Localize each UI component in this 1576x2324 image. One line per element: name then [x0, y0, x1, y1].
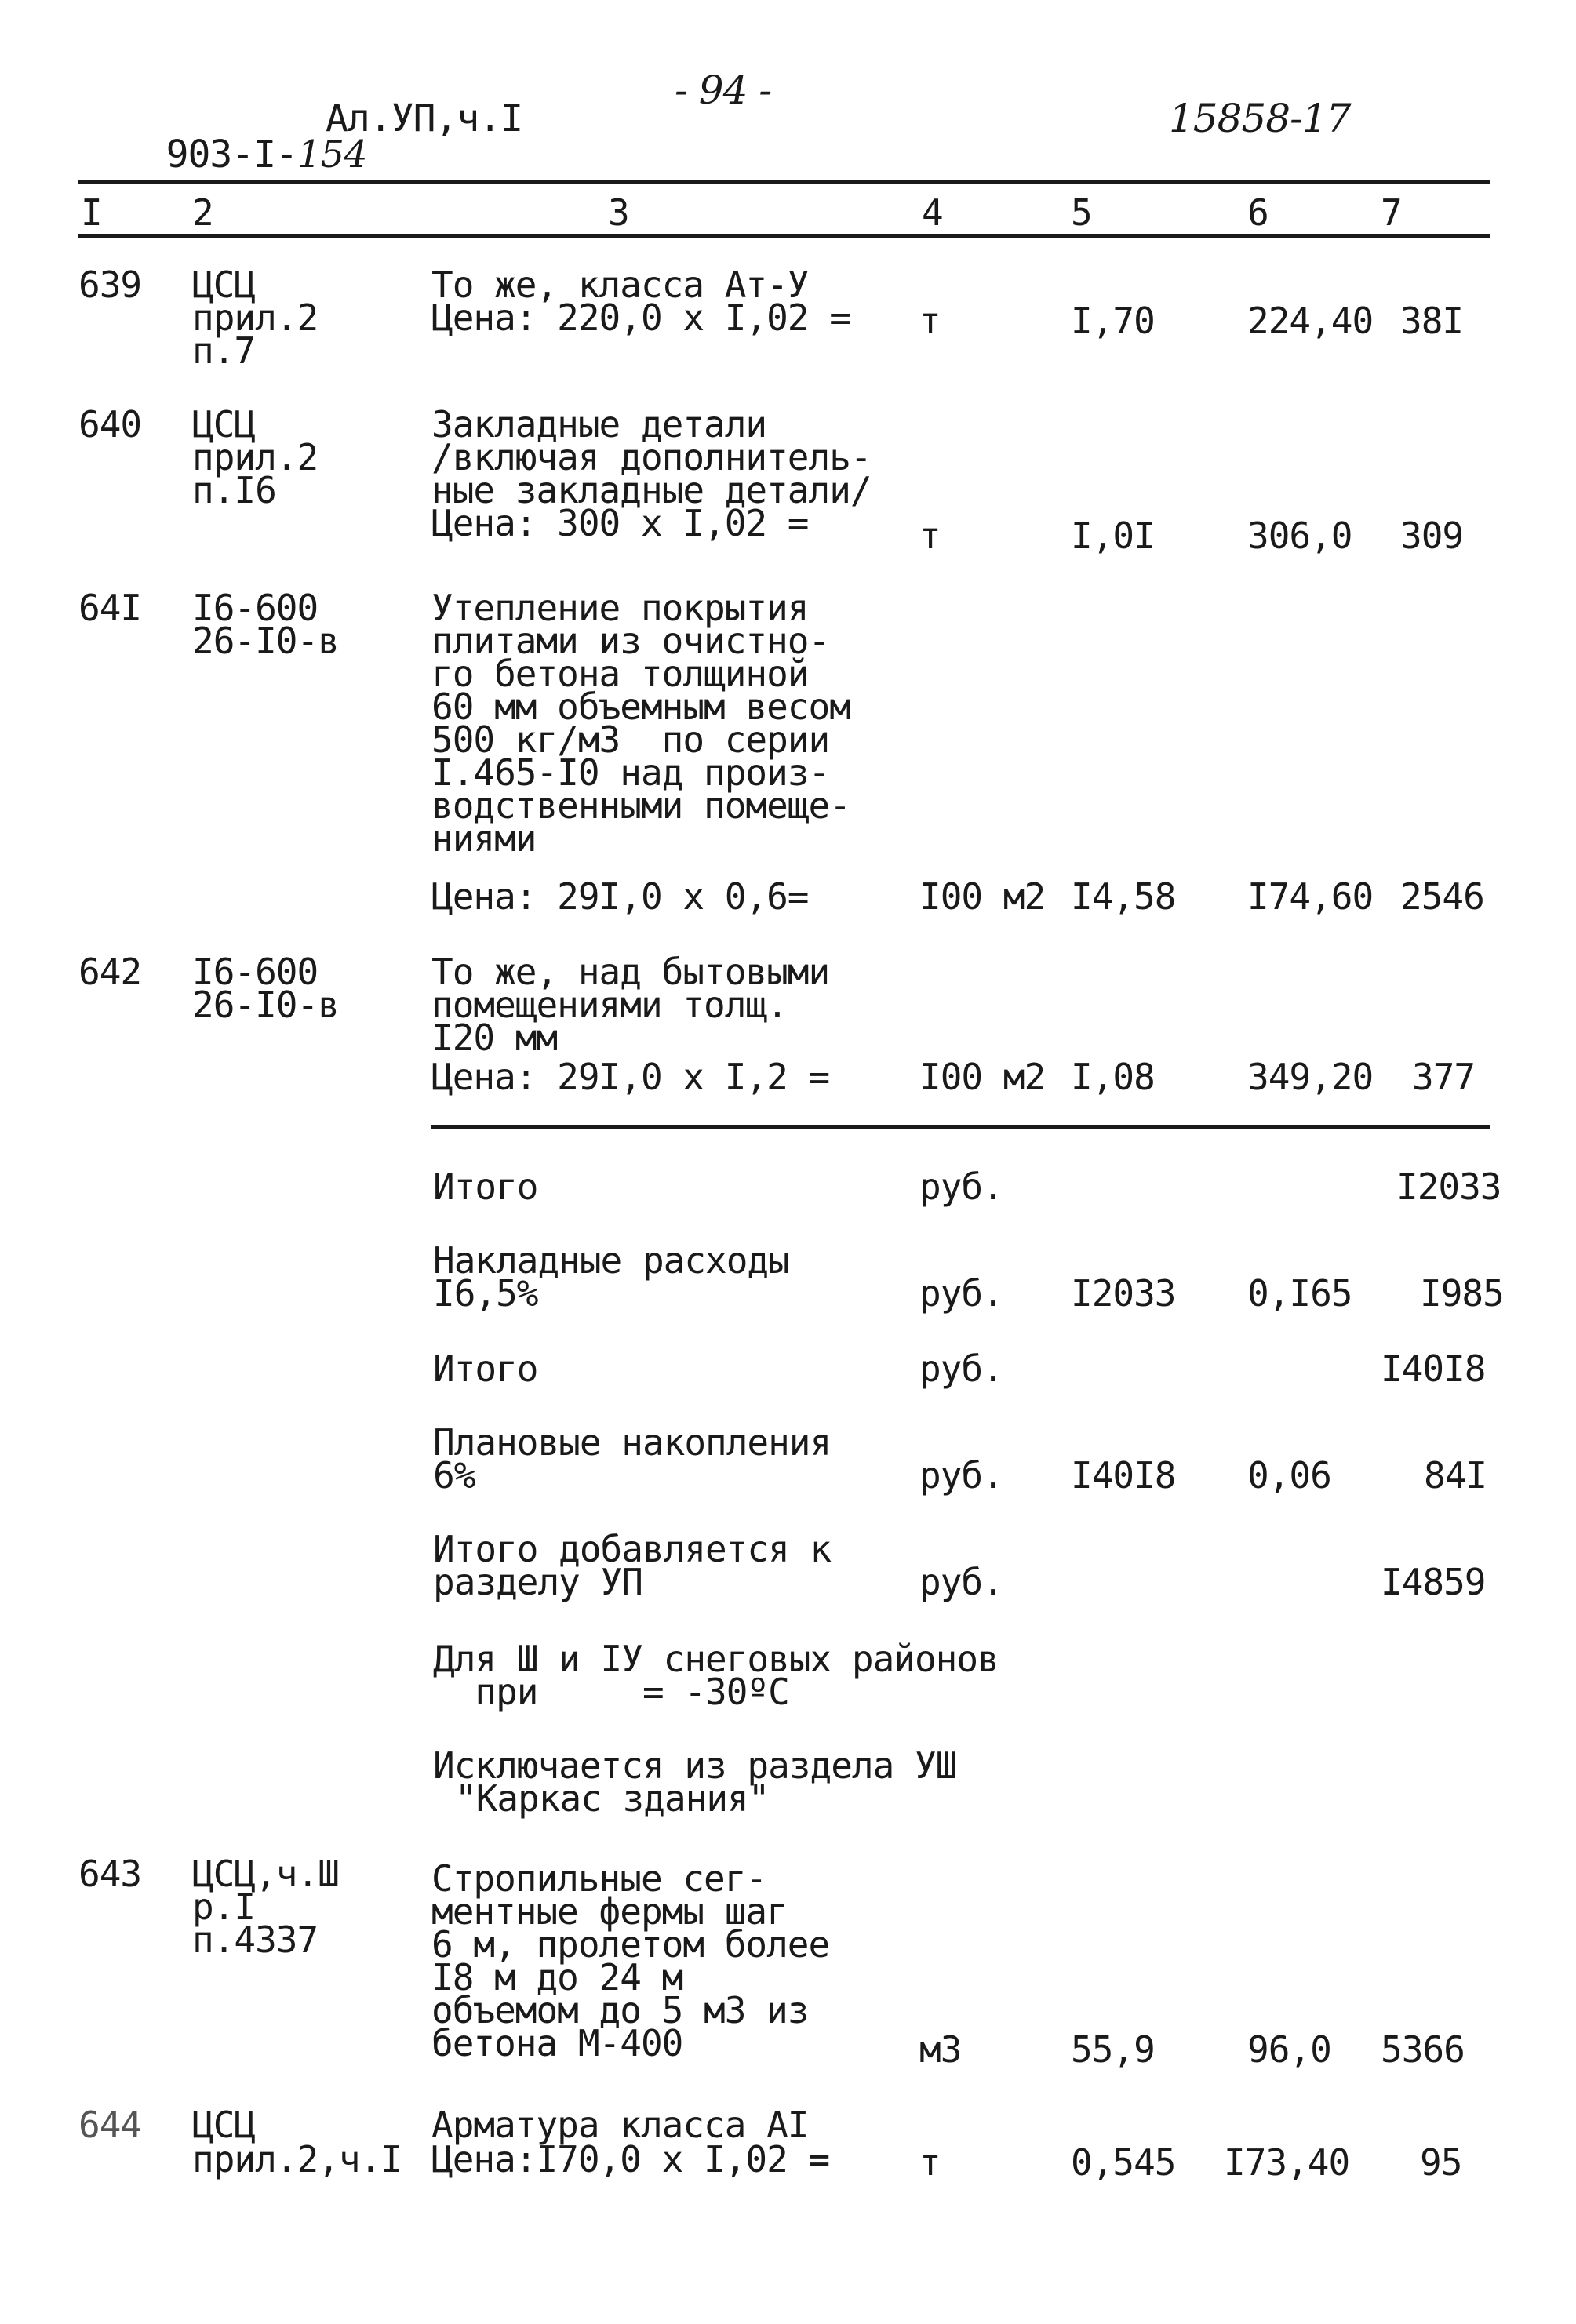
row-total: 5366 — [1381, 2028, 1465, 2071]
col-header-6: 6 — [1247, 191, 1268, 234]
row-qty: 55,9 — [1071, 2028, 1155, 2071]
col-header-1: I — [81, 191, 102, 234]
summary-qty: I2033 — [1071, 1272, 1176, 1315]
summary-label: Итого — [433, 1347, 538, 1390]
row-desc-line: I20 мм — [431, 1017, 558, 1059]
row-number: 639 — [78, 264, 142, 306]
row-desc-line: помещениями толщ. — [431, 984, 788, 1026]
row-price: 306,0 — [1247, 515, 1352, 557]
row-number: 642 — [78, 951, 142, 993]
row-qty: I,08 — [1071, 1056, 1155, 1098]
row-desc-line: Арматура класса АI — [431, 2104, 809, 2146]
summary-label: I6,5% — [433, 1272, 538, 1315]
col-header-2: 2 — [192, 191, 213, 234]
header-top-rule — [78, 180, 1490, 184]
summary-total: 84I — [1424, 1454, 1487, 1497]
row-desc-line: ментные фермы шаг — [431, 1890, 788, 1933]
row-desc-line: Закладные детали — [431, 403, 767, 446]
summary-label: Итого — [433, 1166, 538, 1208]
summary-unit: руб. — [919, 1272, 1003, 1315]
row-unit: I00 м2 — [919, 1056, 1046, 1098]
doc-code — [78, 100, 367, 209]
row-code-line: 26-I0-в — [192, 620, 339, 662]
sheet-number: 15858-17 — [1169, 96, 1351, 141]
row-total: 38I — [1400, 300, 1464, 342]
row-desc-line: водственными помеще- — [431, 784, 850, 827]
page-number: - 94 - — [675, 67, 772, 113]
row-code-line: ЦСЦ,ч.Ш — [192, 1853, 339, 1895]
row-desc-line: плитами из очистно- — [431, 620, 830, 662]
row-code-line: прил.2 — [192, 436, 318, 478]
doc-code-prefix: 903-I- — [166, 133, 297, 176]
row-code-line: п.4337 — [192, 1918, 318, 1961]
row-desc-line: То же, класса Ат-У — [431, 264, 809, 306]
row-desc-line: I.465-I0 над произ- — [431, 751, 830, 794]
row-price: 224,40 — [1247, 300, 1374, 342]
row-desc-line: го бетона толщиной — [431, 653, 809, 695]
row-number: 640 — [78, 403, 142, 446]
row-unit: I00 м2 — [919, 875, 1046, 918]
row-desc-line: ные закладные детали/ — [431, 469, 872, 511]
col-header-4: 4 — [922, 191, 943, 234]
summary-total: I985 — [1420, 1272, 1504, 1315]
row-desc-line: 6 м, пролетом более — [431, 1923, 830, 1966]
col-header-5: 5 — [1071, 191, 1092, 234]
excluded-note: Исключается из раздела УШ — [433, 1744, 957, 1787]
summary-label: 6% — [433, 1454, 475, 1497]
row-unit: т — [919, 515, 941, 557]
row-code-line: п.I6 — [192, 469, 276, 511]
row-desc-line: I8 м до 24 м — [431, 1956, 683, 1998]
row-desc-line: 500 кг/м3 по серии — [431, 718, 830, 761]
row-qty: I4,58 — [1071, 875, 1176, 918]
row-desc-line: бетона М-400 — [431, 2022, 683, 2064]
row-number: 643 — [78, 1853, 142, 1895]
row-price: 349,20 — [1247, 1056, 1374, 1098]
snow-regions-note: Для Ш и IУ снеговых районов — [433, 1638, 999, 1680]
snow-regions-note: при = -30ºC — [433, 1671, 789, 1713]
row-code-line: 26-I0-в — [192, 984, 339, 1026]
row-total: 309 — [1400, 515, 1464, 557]
summary-qty: I40I8 — [1071, 1454, 1176, 1497]
summary-unit: руб. — [919, 1454, 1003, 1497]
summary-label: Итого добавляется к — [433, 1528, 832, 1570]
row-desc-line: Цена: 300 х I,02 = — [431, 502, 809, 544]
summary-total: I40I8 — [1381, 1347, 1486, 1390]
summary-unit: руб. — [919, 1347, 1003, 1390]
summary-rate: 0,06 — [1247, 1454, 1331, 1497]
row-qty: 0,545 — [1071, 2141, 1176, 2184]
row-price: I73,40 — [1224, 2141, 1350, 2184]
row-unit: т — [919, 2141, 941, 2184]
row-code-line: ЦСЦ — [192, 264, 256, 306]
summary-label: Плановые накопления — [433, 1421, 832, 1464]
row-desc-line: ниями — [431, 817, 537, 860]
row-number: 644 — [78, 2104, 142, 2146]
row-code-line: ЦСЦ — [192, 403, 256, 446]
row-unit: т — [919, 300, 941, 342]
row-price: I74,60 — [1247, 875, 1374, 918]
row-total: 95 — [1420, 2141, 1462, 2184]
row-code-line: прил.2,ч.I — [192, 2138, 402, 2180]
row-desc-line: Цена:I70,0 х I,02 = — [431, 2138, 830, 2180]
doc-code-hand: 154 — [297, 133, 367, 176]
summary-rate: 0,I65 — [1247, 1272, 1352, 1315]
row-qty: I,0I — [1071, 515, 1155, 557]
summary-label: Накладные расходы — [433, 1239, 789, 1282]
summary-label: разделу УП — [433, 1561, 642, 1603]
row-desc-line: Стропильные сег- — [431, 1857, 767, 1900]
row-desc-line: Цена: 29I,0 х I,2 = — [431, 1056, 830, 1098]
header-bottom-rule — [78, 234, 1490, 238]
totals-rule — [431, 1125, 1490, 1129]
col-header-7: 7 — [1381, 191, 1402, 234]
row-total: 2546 — [1400, 875, 1484, 918]
row-desc-line: Цена: 29I,0 х 0,6= — [431, 875, 809, 918]
row-desc-line: Утепление покрытия — [431, 587, 809, 629]
row-price: 96,0 — [1247, 2028, 1331, 2071]
row-total: 377 — [1412, 1056, 1476, 1098]
row-desc-line: объемом до 5 м3 из — [431, 1989, 809, 2031]
excluded-note: "Каркас здания" — [455, 1777, 770, 1820]
summary-total: I2033 — [1396, 1166, 1501, 1208]
summary-unit: руб. — [919, 1561, 1003, 1603]
summary-total: I4859 — [1381, 1561, 1486, 1603]
row-qty: I,70 — [1071, 300, 1155, 342]
row-code-line: I6-600 — [192, 951, 318, 993]
row-code-line: I6-600 — [192, 587, 318, 629]
row-desc-line: 60 мм объемным весом — [431, 686, 850, 728]
row-unit: м3 — [919, 2028, 962, 2071]
row-desc-line: Цена: 220,0 х I,02 = — [431, 296, 850, 339]
row-code-line: п.7 — [192, 329, 256, 372]
row-code-line: р.I — [192, 1886, 256, 1928]
row-desc-line: То же, над бытовыми — [431, 951, 830, 993]
row-desc-line: /включая дополнитель- — [431, 436, 872, 478]
summary-unit: руб. — [919, 1166, 1003, 1208]
doc-suffix: Ал.УП,ч.I — [326, 96, 523, 140]
col-header-3: 3 — [608, 191, 629, 234]
row-code-line: ЦСЦ — [192, 2104, 256, 2146]
row-number: 64I — [78, 587, 142, 629]
row-code-line: прил.2 — [192, 296, 318, 339]
